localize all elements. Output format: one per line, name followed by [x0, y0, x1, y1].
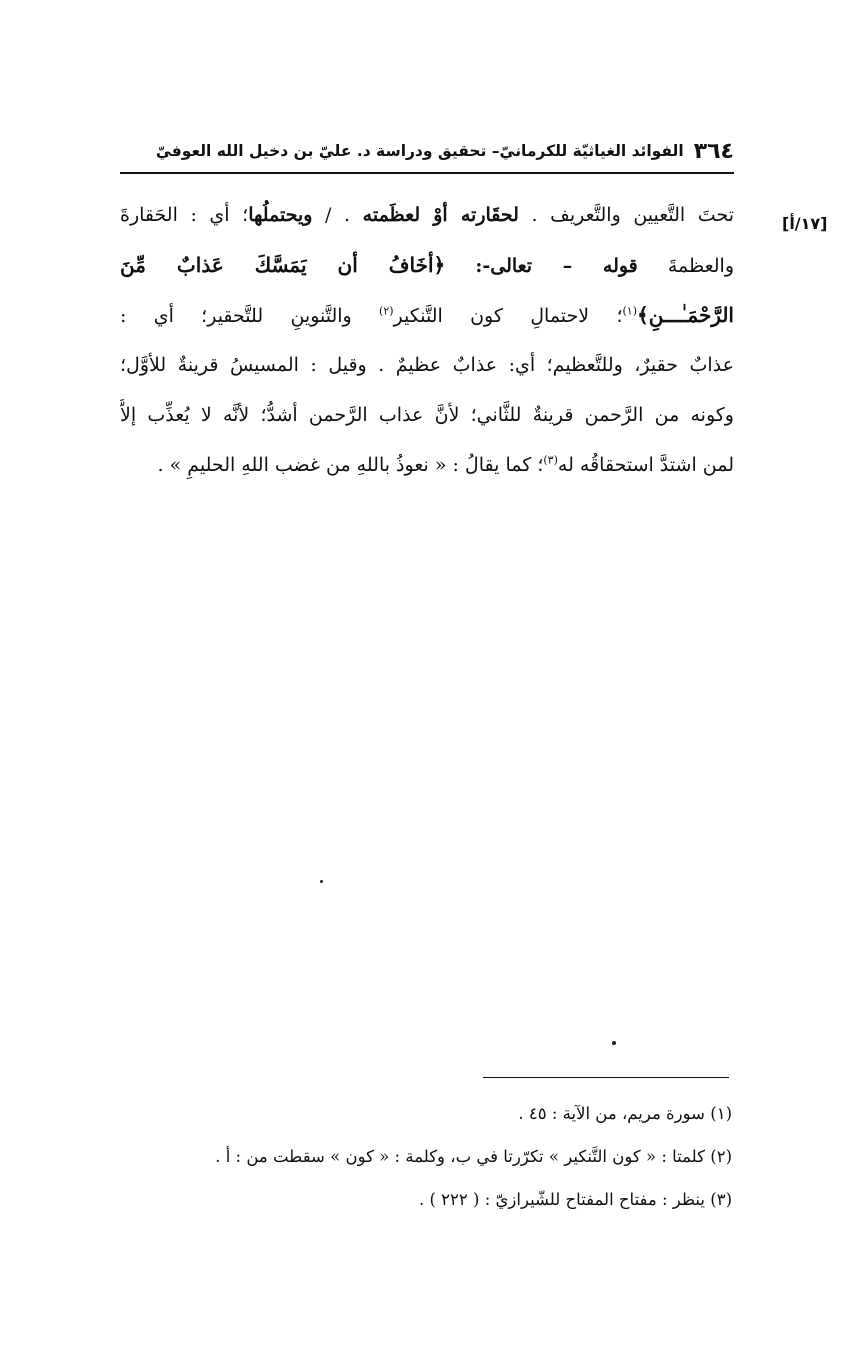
- page-number: ٣٦٤: [693, 138, 734, 164]
- footnote-marker: (٢): [379, 304, 394, 318]
- lemma-bold: قوله – تعالى-:: [475, 255, 638, 277]
- header-rule: [120, 172, 734, 174]
- scan-speck: [612, 1041, 616, 1045]
- scan-speck: [320, 880, 323, 883]
- text-line-5: وكونه من الرَّحمن قرينةٌ للثَّاني؛ لأنَّ عذاب الرَّحمن أشدُّ؛ لأنَّه لا يُعذِّب إلاَّ: [120, 404, 734, 426]
- text-line-4: عذابٌ حقيرٌ، وللتَّعظيم؛ أي: عذابٌ عظيمٌ . وقيل : المسيسُ قرينةٌ للأوَّل؛: [120, 354, 734, 376]
- footnote-1: (١) سورة مريم، من الآية : ٤٥ .: [518, 1104, 732, 1123]
- footnote-marker: (٣): [543, 453, 558, 467]
- quran-verse: ﴿أخَافُ أن يَمَسَّكَ عَذابٌ مِّنَ: [120, 253, 446, 277]
- text-line-2: [120, 240, 734, 290]
- text-run: والتَّنوينِ للتَّحقير؛ أي :: [120, 305, 380, 327]
- page-header: [120, 134, 734, 168]
- text-run: . /: [312, 204, 363, 226]
- text-line-3: [120, 290, 734, 340]
- lemma-bold: لحقَارته أوْ لعظَمته: [362, 204, 519, 226]
- footnote-2: (٢) كلمتا : « كون التَّنكير » تكرّرتا في ب، وكلمة : « كون » سقطت من : أ .: [215, 1147, 732, 1166]
- footnote-separator: [483, 1077, 729, 1078]
- running-title: الفوائد الغياثيّة للكرمانيّ– تحقيق ودراسة د. عليّ بن دخيل الله العوفيّ: [155, 142, 684, 160]
- text-run: ؛ أي : الحَقارةَ: [120, 204, 249, 226]
- text-run: لمن اشتدَّ استحقاقُه له: [557, 454, 734, 476]
- footnote-marker: (١): [622, 304, 637, 318]
- text-run: ؛ كما يقالُ : « نعوذُ باللهِ من غضب اللهِ الحليمِ » .: [157, 454, 544, 476]
- text-run: والعظمةَ: [637, 255, 734, 277]
- quran-verse: الرَّحْمَـٰـــنِ﴾: [637, 303, 734, 327]
- manuscript-folio-reference: [١٧/أ]: [782, 214, 828, 233]
- text-run: تحتَ التَّعيين والتَّعريف .: [518, 204, 734, 226]
- footnotes: [110, 1092, 732, 1221]
- footnote-3: (٣) ينظر : مفتاح المفتاح للشّيرازيّ : ( ٢٢٢ ) .: [419, 1190, 732, 1209]
- text-line-1: [120, 190, 734, 240]
- text-run: [445, 255, 475, 277]
- text-line-6: [120, 440, 734, 490]
- main-text: [120, 190, 734, 490]
- lemma-bold: ويحتملُها: [248, 204, 313, 226]
- text-run: ؛ لاحتمالِ كون التَّنكير: [393, 305, 623, 327]
